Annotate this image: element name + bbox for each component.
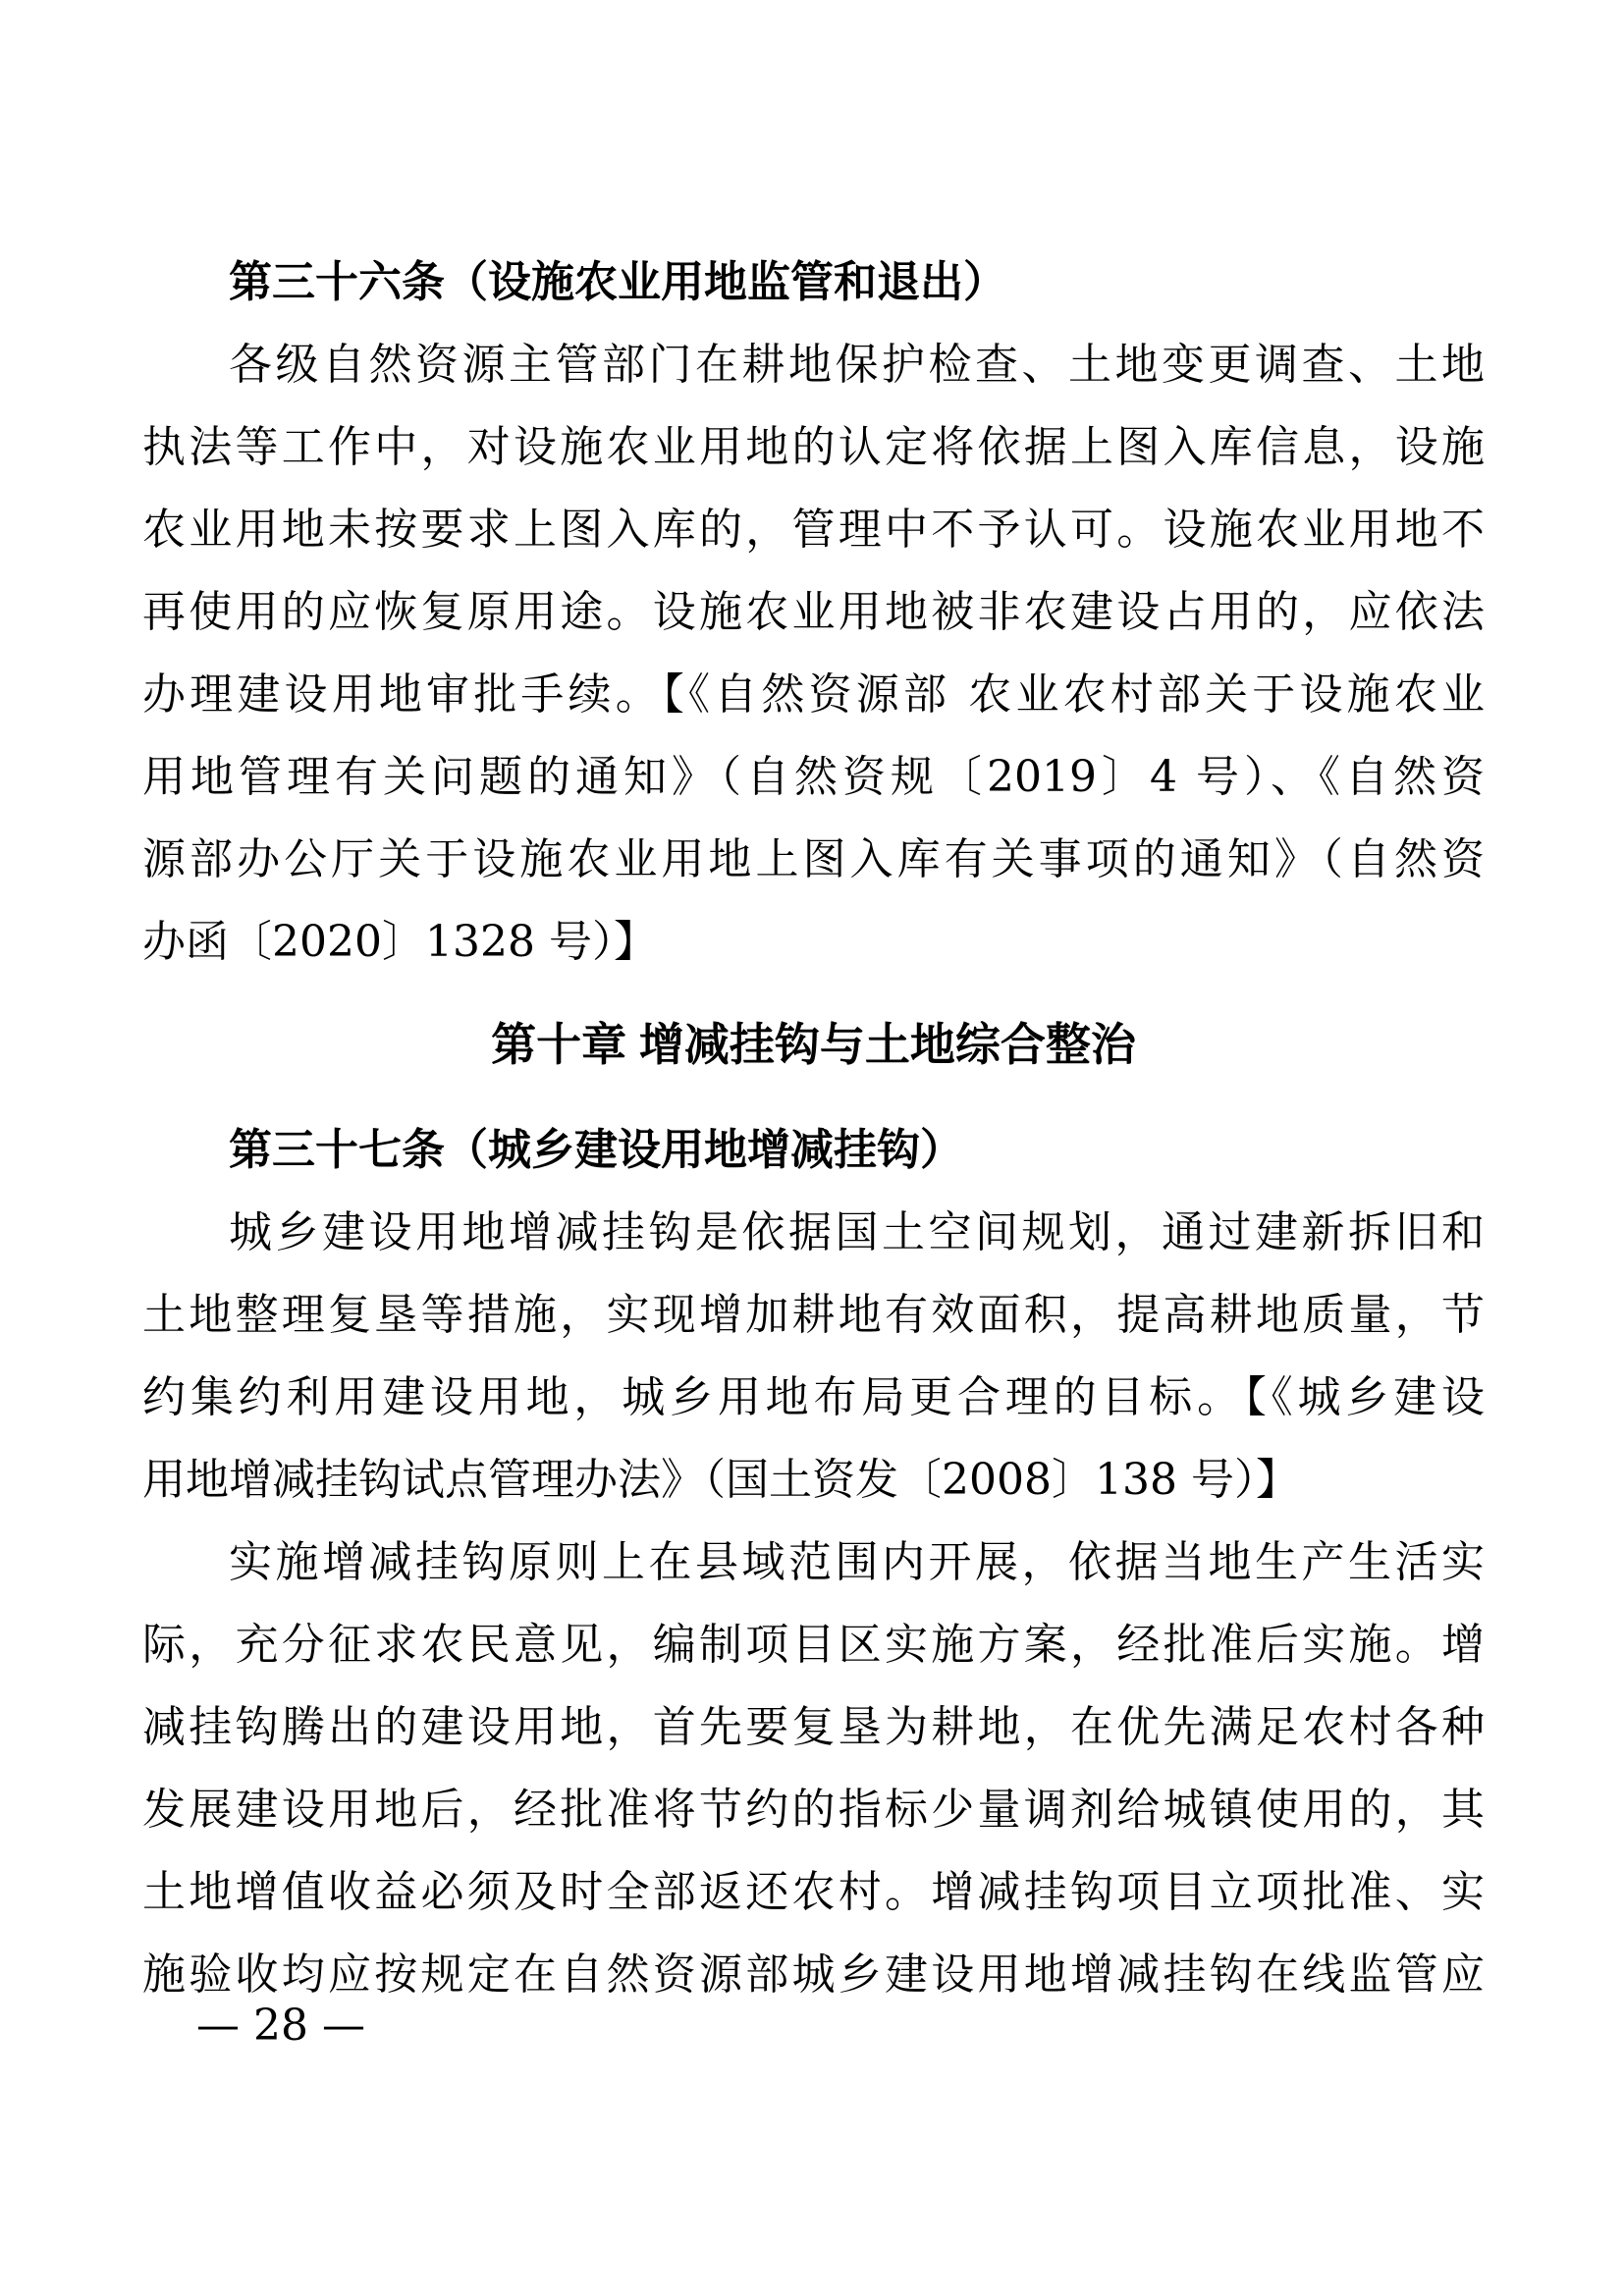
paragraph-line: 执法等工作中，对设施农业用地的认定将依据上图入库信息，设施 [142, 422, 1485, 472]
paragraph-line: 再使用的应恢复原用途。设施农业用地被非农建设占用的，应依法 [142, 587, 1485, 637]
paragraph-line: 发展建设用地后，经批准将节约的指标少量调剂给城镇使用的，其 [142, 1785, 1485, 1835]
paragraph-line: 各级自然资源主管部门在耕地保护检查、土地变更调查、土地 [229, 340, 1485, 390]
paragraph-line: 城乡建设用地增减挂钩是依据国土空间规划，通过建新拆旧和 [229, 1207, 1485, 1257]
article-37-heading: 第三十七条（城乡建设用地增减挂钩） [229, 1126, 963, 1174]
paragraph-line: 减挂钩腾出的建设用地，首先要复垦为耕地，在优先满足农村各种 [142, 1702, 1485, 1752]
paragraph-line: 农业用地未按要求上图入库的，管理中不予认可。设施农业用地不 [142, 505, 1485, 555]
page-number: — 28 — [196, 2001, 365, 2051]
paragraph-line: 实施增减挂钩原则上在县域范围内开展，依据当地生产生活实 [229, 1537, 1485, 1587]
paragraph-line: 约集约利用建设用地，城乡用地布局更合理的目标。【《城乡建设 [142, 1372, 1485, 1422]
paragraph-line: 土地整理复垦等措施，实现增加耕地有效面积，提高耕地质量，节 [142, 1290, 1485, 1340]
paragraph-line: 土地增值收益必须及时全部返还农村。增减挂钩项目立项批准、实 [142, 1867, 1485, 1917]
paragraph-line: 办函〔2020〕1328 号）】 [142, 917, 657, 967]
paragraph-line: 施验收均应按规定在自然资源部城乡建设用地增减挂钩在线监管应 [142, 1949, 1485, 2000]
paragraph-line: 用地增减挂钩试点管理办法》（国土资发〔2008〕138 号）】 [142, 1455, 1299, 1505]
paragraph-line: 用地管理有关问题的通知》（自然资规〔2019〕4 号）、《自然资 [142, 752, 1485, 802]
article-36-heading: 第三十六条（设施农业用地监管和退出） [229, 258, 1006, 306]
chapter-10-heading: 第十章 增减挂钩与土地综合整治 [491, 1019, 1136, 1070]
paragraph-line: 办理建设用地审批手续。【《自然资源部 农业农村部关于设施农业 [142, 669, 1485, 720]
paragraph-line: 源部办公厅关于设施农业用地上图入库有关事项的通知》（自然资 [142, 834, 1485, 884]
paragraph-line: 际，充分征求农民意见，编制项目区实施方案，经批准后实施。增 [142, 1620, 1485, 1670]
